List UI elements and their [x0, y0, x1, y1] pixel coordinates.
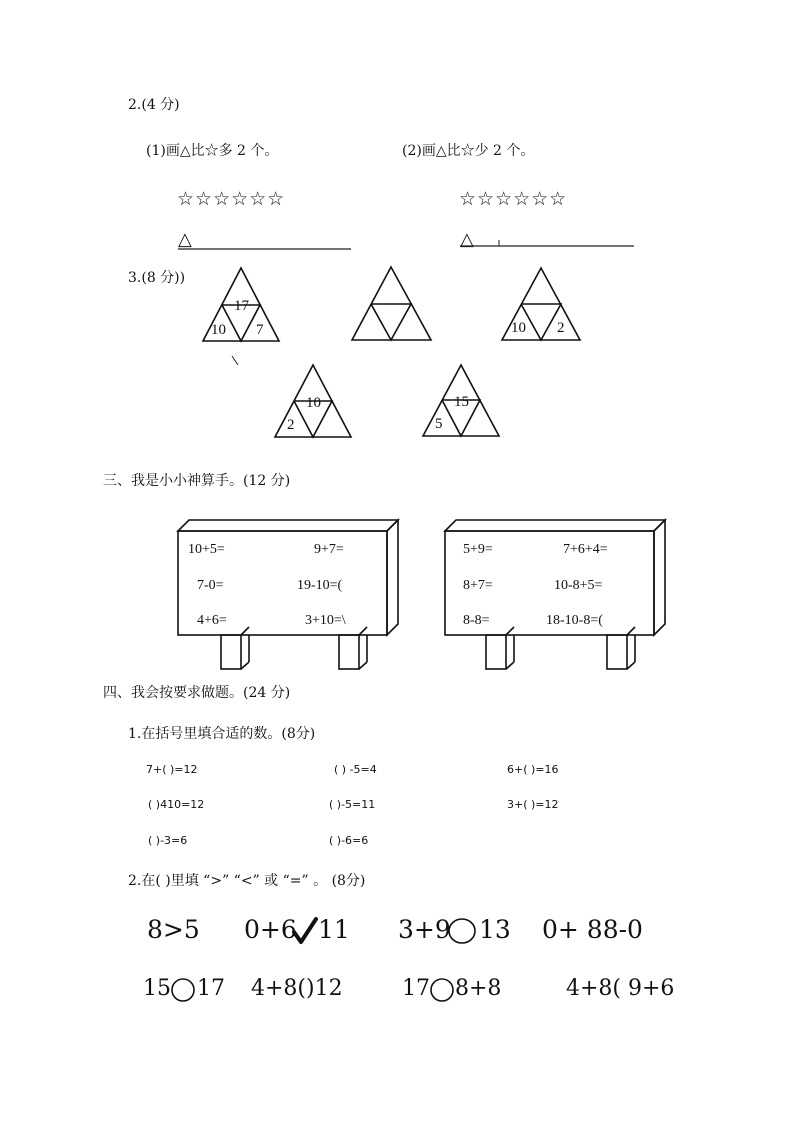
compare-7-left: 17 — [402, 976, 430, 1001]
answer-circle-icon[interactable] — [447, 917, 477, 945]
board2-problem-4: 10-8+5= — [554, 578, 603, 593]
checkmark-icon — [292, 917, 318, 945]
fill-r2-c2: ( )-5=11 — [329, 798, 376, 811]
fill-r1-c3: 6+( )=16 — [507, 763, 559, 776]
board1-problem-1: 10+5= — [188, 542, 225, 557]
fill-r3-c2: ( )-6=6 — [329, 834, 369, 847]
answer-circle-icon[interactable] — [170, 977, 196, 1003]
question-2-part-1: (1)画△比☆多 2 个。 — [146, 143, 279, 159]
compare-2-right: 11 — [318, 915, 350, 944]
board1-problem-6: 3+10=\ — [305, 613, 346, 628]
board2-problem-5: 8-8= — [463, 613, 490, 628]
triangle-mark-2: △ — [460, 229, 474, 250]
board2-problem-1: 5+9= — [463, 542, 493, 557]
triangle-4-left: 2 — [287, 417, 295, 433]
compare-3-left: 3+9 — [398, 915, 451, 944]
compare-4: 0+ 88-0 — [542, 915, 643, 944]
board2-problem-6: 18-10-8=( — [546, 613, 603, 628]
compare-8: 4+8( 9+6 — [566, 976, 675, 1001]
section-3-title: 三、我是小小神算手。(12 分) — [103, 473, 291, 489]
board2-problem-3: 8+7= — [463, 578, 493, 593]
compare-2-left: 0+6 — [244, 915, 297, 944]
compare-7-right: 8+8 — [455, 976, 502, 1001]
triangle-mark-1: △ — [178, 229, 192, 250]
question-2-header: 2.(4 分) — [128, 97, 180, 113]
triangle-1-right: 7 — [256, 322, 264, 338]
compare-3-right: 13 — [479, 915, 511, 944]
answer-circle-icon[interactable] — [429, 977, 455, 1003]
stars-row-1: ☆☆☆☆☆☆ — [177, 188, 286, 210]
triangle-3-right: 2 — [557, 320, 565, 336]
triangle-3-left: 10 — [511, 320, 526, 336]
board1-problem-5: 4+6= — [197, 613, 227, 628]
fill-r1-c1: 7+( )=12 — [146, 763, 198, 776]
compare-6: 4+8()12 — [251, 976, 343, 1001]
compare-5-right: 17 — [197, 976, 225, 1001]
fill-r3-c1: ( )-3=6 — [148, 834, 188, 847]
triangle-1-left: 10 — [211, 322, 226, 338]
question-3-header: 3.(8 分)) — [128, 270, 186, 286]
section-4-title: 四、我会按要求做题。(24 分) — [103, 685, 291, 701]
board1-problem-2: 9+7= — [314, 542, 344, 557]
triangle-5-top: 15 — [454, 394, 469, 410]
board2-problem-2: 7+6+4= — [563, 542, 608, 557]
fill-r2-c1: ( )410=12 — [148, 798, 205, 811]
board1-problem-4: 19-10=( — [297, 578, 343, 593]
board1-problem-3: 7-0= — [197, 578, 224, 593]
question-4-1: 1.在括号里填合适的数。(8分) — [128, 726, 316, 742]
triangle-4-top: 10 — [306, 395, 321, 411]
stars-row-2: ☆☆☆☆☆☆ — [459, 188, 568, 210]
triangle-1-top: 17 — [234, 298, 249, 314]
fill-r2-c3: 3+( )=12 — [507, 798, 559, 811]
compare-1: 8>5 — [147, 915, 200, 944]
question-4-2: 2.在( )里填 “>” “<” 或 “=” 。 (8分) — [128, 873, 366, 889]
triangle-5-left: 5 — [435, 416, 443, 432]
fill-r1-c2: ( ) -5=4 — [334, 763, 377, 776]
compare-5-left: 15 — [143, 976, 171, 1001]
question-2-part-2: (2)画△比☆少 2 个。 — [402, 143, 535, 159]
